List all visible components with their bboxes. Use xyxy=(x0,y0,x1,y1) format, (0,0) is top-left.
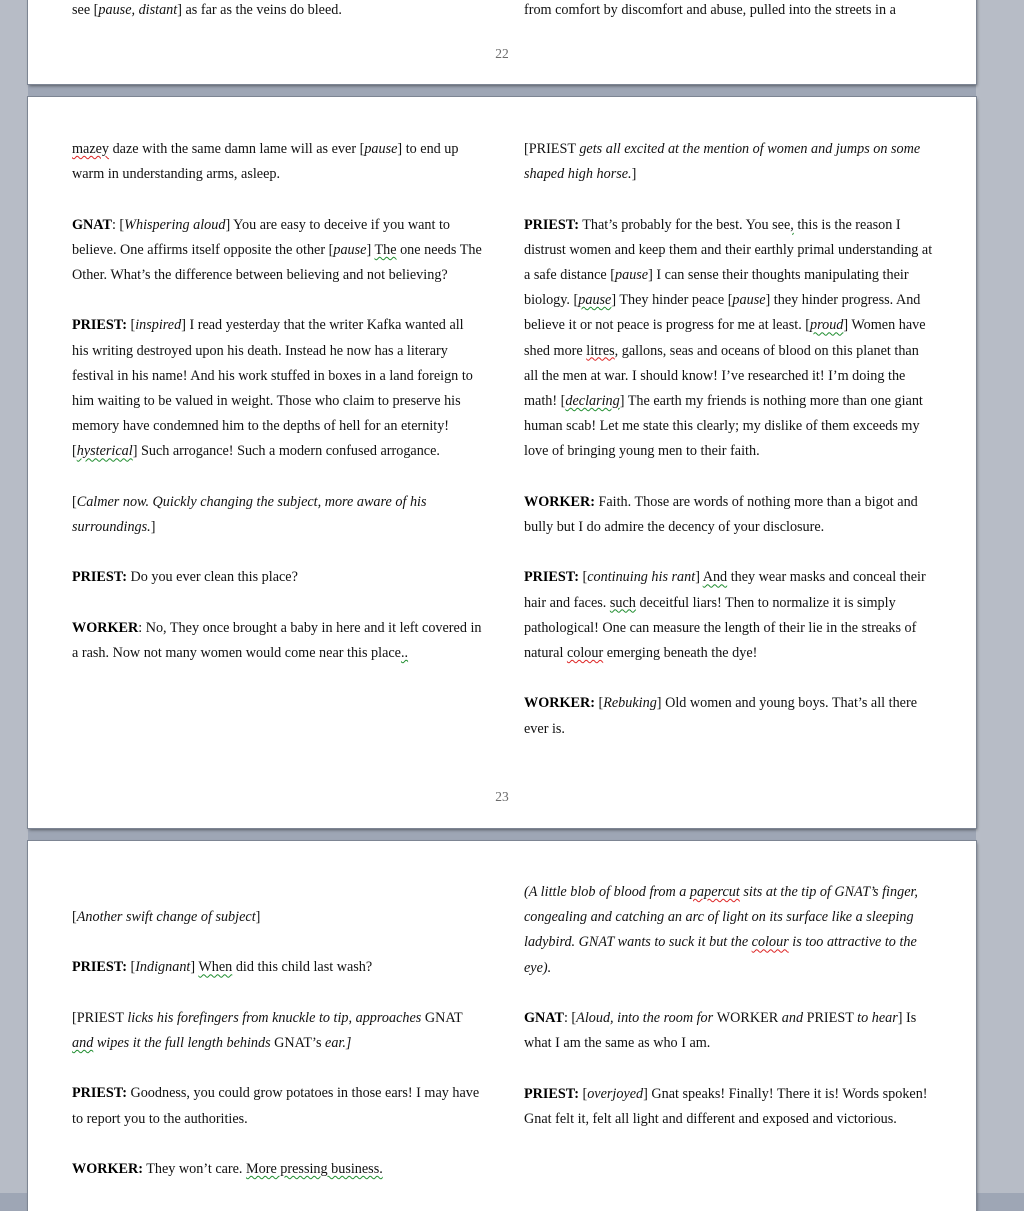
stage-direction: Calmer now. Quickly changing the subject, more aware of his surroundings. xyxy=(72,493,427,535)
text-run: ] xyxy=(255,909,261,925)
dialogue-priest xyxy=(72,313,482,464)
text-run: Goodness, you could grow potatoes in those ears! I may have to report you to the authorities. xyxy=(72,1085,480,1127)
speaker-name: PRIEST: xyxy=(72,959,127,976)
text-run: ] They hinder peace [ xyxy=(611,292,733,309)
grammar-flag-word: The xyxy=(374,241,397,258)
stage-direction-paragraph xyxy=(72,490,482,540)
stage-direction: pause xyxy=(578,292,612,309)
text-run: PRIEST xyxy=(806,1010,858,1026)
stage-direction: Another swift change of subject xyxy=(76,909,256,925)
stage-direction-paragraph xyxy=(72,905,482,930)
text-run: ] xyxy=(695,569,703,586)
text-run: this is the reason I distrust women and keep them and their earthly primal understanding at a safe distance [ xyxy=(524,216,933,283)
stage-direction: Rebuking xyxy=(603,695,657,712)
spellcheck-word: colour xyxy=(566,645,604,662)
spellcheck-word: mazey xyxy=(72,141,110,157)
stage-direction: inspired xyxy=(135,317,182,334)
dialogue-worker xyxy=(72,1157,482,1182)
text-run: ] The earth my friends is nothing more than one giant human scab! Let me state this clearly; my dislike of them exceeds my love of bringing young men to their faith. xyxy=(524,393,923,460)
text-run: from comfort by discomfort and abuse, pulled into the streets in a xyxy=(524,2,896,18)
stage-direction-paragraph xyxy=(524,880,934,981)
dialogue-priest xyxy=(72,565,482,590)
speaker-name: PRIEST: xyxy=(524,1085,579,1102)
speaker-name: PRIEST: xyxy=(72,569,127,586)
text-run: ] Women have shed more xyxy=(524,317,926,359)
page-number: 22 xyxy=(495,46,509,61)
text-run: [ xyxy=(578,569,588,586)
page-23-left-column xyxy=(72,137,482,691)
text-run: [PRIEST xyxy=(524,141,580,157)
dialogue-priest xyxy=(72,955,482,980)
stage-direction: pause xyxy=(333,241,367,258)
text-run: GNAT’s xyxy=(274,1034,322,1051)
text-run: ] Old women and young boys. That’s all there ever is. xyxy=(524,695,917,737)
text-run: see [ xyxy=(72,2,99,18)
spellcheck-word: papercut xyxy=(689,884,740,900)
text-run: ] Such arrogance! Such a modern confused arrogance. xyxy=(132,443,440,460)
text-run: sits at the tip of GNAT’s finger, congealing and catching an arc of light on its surface like a sleeping ladybird. GNAT wants to suck it but the xyxy=(524,884,918,951)
text-run: [ xyxy=(594,695,604,712)
stage-direction: overjoyed xyxy=(587,1085,644,1102)
text-run: did this child last wash? xyxy=(232,959,373,976)
stage-direction: Aloud, into the room for xyxy=(576,1010,717,1026)
spellcheck-word: colour xyxy=(751,934,789,951)
text-run: , gallons, seas and oceans of blood on this planet than all the men at war. I should know! I’ve researched it! I’m doing the math! [ xyxy=(524,342,919,410)
text-run: ] You are easy to deceive if you want to believe. One affirms itself opposite the other [ xyxy=(72,216,451,258)
page-24-right-column xyxy=(524,880,934,1157)
grammar-flag-word: , xyxy=(790,216,794,233)
text-run: one needs The Other. What’s the difference between believing and not believing? xyxy=(72,241,482,283)
dialogue-priest xyxy=(524,1082,934,1132)
stage-direction: pause xyxy=(364,141,398,157)
page-24-left-column xyxy=(72,905,482,1207)
grammar-flag-word: More pressing business. xyxy=(246,1160,383,1177)
text-run: : [ xyxy=(563,1010,577,1026)
spellcheck-word: litres xyxy=(586,342,615,359)
stage-direction: pause xyxy=(615,267,649,283)
text-run: [ xyxy=(578,1085,588,1102)
page-23 xyxy=(28,97,976,828)
speaker-name: PRIEST: xyxy=(524,569,579,586)
text-run: they wear masks and conceal their hair and faces. xyxy=(524,569,926,611)
text-run: ] I read yesterday that the writer Kafka wanted all his writing destroyed upon his death. Instead he now has a literary festival in his name! And his work stuffed in boxes in a land foreign to him waiting to be valued in weight. Those who claim to preserve his memory have condemned him to the depths of hell for an eternity! [ xyxy=(72,317,473,460)
text-run: (A little blob of blood from a xyxy=(524,884,690,900)
text-run: WORKER xyxy=(716,1010,782,1026)
text-run: [ xyxy=(72,909,77,925)
text-run: : [ xyxy=(111,216,125,233)
text-run: [ xyxy=(126,959,136,976)
grammar-flag-word: And xyxy=(702,569,728,586)
stage-direction: continuing his rant xyxy=(587,569,696,586)
text-run: [ xyxy=(126,317,136,334)
text-run: ] Gnat speaks! Finally! There it is! Words spoken! Gnat felt it, felt all light and different and exposed and victorious. xyxy=(524,1085,928,1127)
grammar-flag-word: and xyxy=(72,1034,94,1051)
speaker-name: PRIEST: xyxy=(72,317,127,334)
dialogue-worker xyxy=(524,490,934,540)
page-24 xyxy=(28,841,976,1211)
dialogue-worker xyxy=(72,616,482,666)
paragraph xyxy=(524,0,934,23)
dialogue-gnat xyxy=(524,1006,934,1056)
speaker-name: WORKER: xyxy=(524,493,595,510)
page-22-right-column xyxy=(524,0,934,48)
stage-direction: proud xyxy=(810,317,844,334)
text-run: emerging beneath the dye! xyxy=(603,645,758,662)
grammar-flag-word: When xyxy=(198,959,233,976)
stage-direction: and xyxy=(781,1010,807,1026)
speaker-name: PRIEST: xyxy=(72,1085,127,1102)
dialogue-worker xyxy=(524,691,934,741)
text-run: [PRIEST xyxy=(72,1009,128,1026)
speaker-name: GNAT xyxy=(72,216,112,233)
stage-direction: licks his forefingers from knuckle to tip, approaches xyxy=(127,1009,425,1026)
text-run: Do you ever clean this place? xyxy=(126,569,298,586)
text-run: GNAT xyxy=(424,1009,463,1026)
stage-direction: Whispering aloud xyxy=(124,216,226,233)
speaker-name: PRIEST: xyxy=(524,216,579,233)
text-run: Faith. Those are words of nothing more than a bigot and bully but I do admire the decency of your disclosure. xyxy=(524,493,918,536)
text-run: ] they hinder progress. And believe it or not peace is progress for me at least. [ xyxy=(524,292,921,334)
stage-direction: ear.] xyxy=(321,1034,352,1051)
text-run: ] xyxy=(631,166,637,183)
text-run: They won’t care. xyxy=(142,1160,247,1177)
stage-direction: hysterical xyxy=(76,443,133,460)
text-run: That’s probably for the best. You see xyxy=(578,216,791,233)
right-scroll-area[interactable] xyxy=(976,0,1024,1193)
speaker-name: WORKER xyxy=(72,619,139,636)
dialogue-gnat xyxy=(72,213,482,289)
speaker-name: WORKER: xyxy=(524,695,595,712)
page-22-left-column xyxy=(72,0,482,48)
left-margin-strip xyxy=(0,0,28,1193)
paragraph xyxy=(72,0,482,23)
text-run: ] Is what I am the same as who I am. xyxy=(524,1010,917,1052)
text-run: ] xyxy=(366,241,375,258)
text-run: ] xyxy=(190,959,199,976)
dialogue-priest xyxy=(72,1081,482,1131)
page-number: 23 xyxy=(495,789,509,804)
stage-direction: pause, distant xyxy=(98,2,178,18)
page-23-right-column xyxy=(524,137,934,767)
stage-direction-paragraph xyxy=(72,1006,482,1056)
speaker-name: WORKER: xyxy=(72,1160,143,1177)
stage-direction-paragraph xyxy=(524,137,934,187)
text-run: : No, They once brought a baby in here and it left covered in a rash. Now not many women would come near this place xyxy=(72,619,482,661)
text-run: ] as far as the veins do bleed. xyxy=(177,2,342,18)
stage-direction: wipes it the full length behinds xyxy=(93,1034,275,1051)
text-run: ] I can sense their thoughts manipulating their biology. [ xyxy=(524,267,909,309)
stage-direction: declaring xyxy=(565,393,620,410)
stage-direction: to hear xyxy=(857,1010,898,1026)
stage-direction: pause xyxy=(732,292,766,309)
dialogue-priest xyxy=(524,213,934,465)
text-run: ] xyxy=(150,519,156,535)
speaker-name: GNAT xyxy=(524,1010,564,1026)
stage-direction: Indignant xyxy=(135,959,191,976)
page-22 xyxy=(28,0,976,84)
dialogue-priest xyxy=(524,565,934,666)
text-run: [ xyxy=(72,493,77,510)
text-run: deceitful liars! Then to normalize it is simply pathological! One can measure the length of their lie in the streaks of natural xyxy=(524,594,917,662)
grammar-flag-word: .. xyxy=(400,644,409,661)
text-run: daze with the same damn lame will as ever [ xyxy=(109,141,365,157)
text-run: is too attractive to the eye). xyxy=(524,934,917,976)
grammar-flag-word: such xyxy=(609,594,636,611)
paragraph xyxy=(72,137,482,187)
text-run: ] to end up warm in understanding arms, asleep. xyxy=(72,141,459,183)
stage-direction: gets all excited at the mention of women and jumps on some shaped high horse. xyxy=(524,141,921,183)
